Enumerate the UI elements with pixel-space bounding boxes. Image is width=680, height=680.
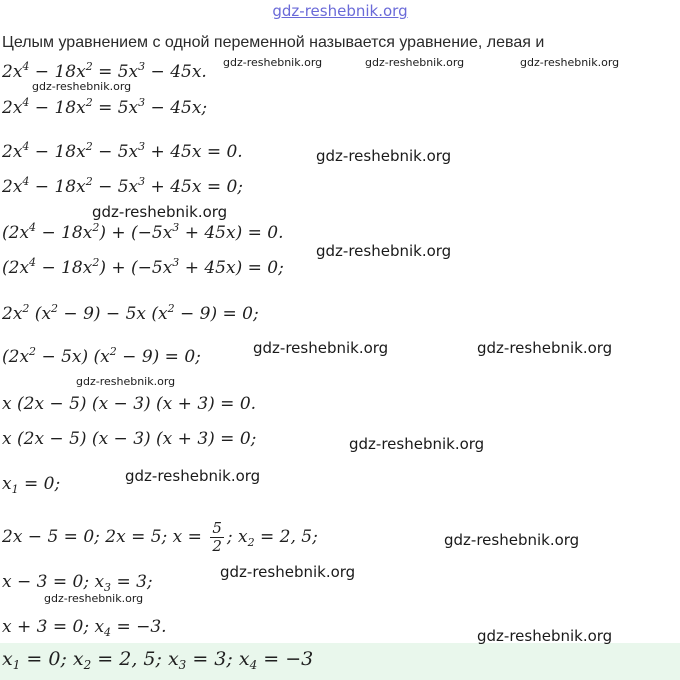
equation-line-7: $2x^2$ $(x^2 - 9) - 5x$ $(x^2 - 9) = 0$; [2, 302, 259, 324]
equation-line-6: $(2x^4 - 18x^2) + (-5x^3 + 45x) = 0$; [2, 256, 284, 278]
equation-line-1: $2x^4 - 18x^2 = 5x^3 - 45x$. [2, 60, 207, 82]
watermark: gdz-reshebnik.org [477, 627, 613, 645]
watermark: gdz-reshebnik.org [32, 80, 132, 93]
watermark: gdz-reshebnik.org [220, 563, 356, 581]
equation-line-9: x (2x − 5) (x − 3) (x + 3) = 0. [2, 394, 257, 414]
equation-line-4: $2x^4 - 18x^2 - 5x^3 + 45x = 0$; [2, 175, 244, 197]
watermark: gdz-reshebnik.org [253, 339, 389, 357]
equation-line-12: 2x − 5 = 0; 2x = 5; x = $\frac{5}{2}$ ; $x_2 = 2$, 5; [2, 519, 318, 555]
watermark: gdz-reshebnik.org [349, 435, 485, 453]
watermark: gdz-reshebnik.org [316, 147, 452, 165]
watermark: gdz-reshebnik.org [44, 592, 144, 605]
watermark: gdz-reshebnik.org [477, 339, 613, 357]
watermark: gdz-reshebnik.org [365, 56, 465, 69]
site-link[interactable]: gdz-reshebnik.org [272, 2, 408, 20]
final-answer: $x_1 = 0$; $x_2 = 2$, 5; $x_3 = 3$; $x_4 = -3$ [2, 648, 314, 672]
watermark: gdz-reshebnik.org [92, 203, 228, 221]
watermark: gdz-reshebnik.org [223, 56, 323, 69]
watermark: gdz-reshebnik.org [316, 242, 452, 260]
equation-line-3: $2x^4 - 18x^2 - 5x^3 + 45x = 0$. [2, 140, 243, 162]
watermark: gdz-reshebnik.org [520, 56, 620, 69]
equation-line-2: $2x^4 - 18x^2 = 5x^3 - 45x$; [2, 96, 208, 118]
equation-line-14: x + 3 = 0; $x_4 = -3$. [2, 617, 167, 639]
watermark: gdz-reshebnik.org [125, 467, 261, 485]
equation-line-13: x − 3 = 0; $x_3 = 3$; [2, 572, 153, 594]
watermark: gdz-reshebnik.org [76, 375, 176, 388]
watermark: gdz-reshebnik.org [444, 531, 580, 549]
equation-line-8: $(2x^2 - 5x) (x^2 - 9) = 0$; [2, 345, 201, 367]
fraction: $\frac{5}{2}$ [212, 519, 222, 555]
equation-line-10: x (2x − 5) (x − 3) (x + 3) = 0; [2, 429, 257, 449]
equation-line-11: $x_1 = 0$; [2, 474, 61, 496]
intro-text: Целым уравнением с одной переменной называется уравнение, левая и [2, 34, 545, 51]
equation-line-5: $(2x^4 - 18x^2) + (-5x^3 + 45x) = 0$. [2, 221, 284, 243]
